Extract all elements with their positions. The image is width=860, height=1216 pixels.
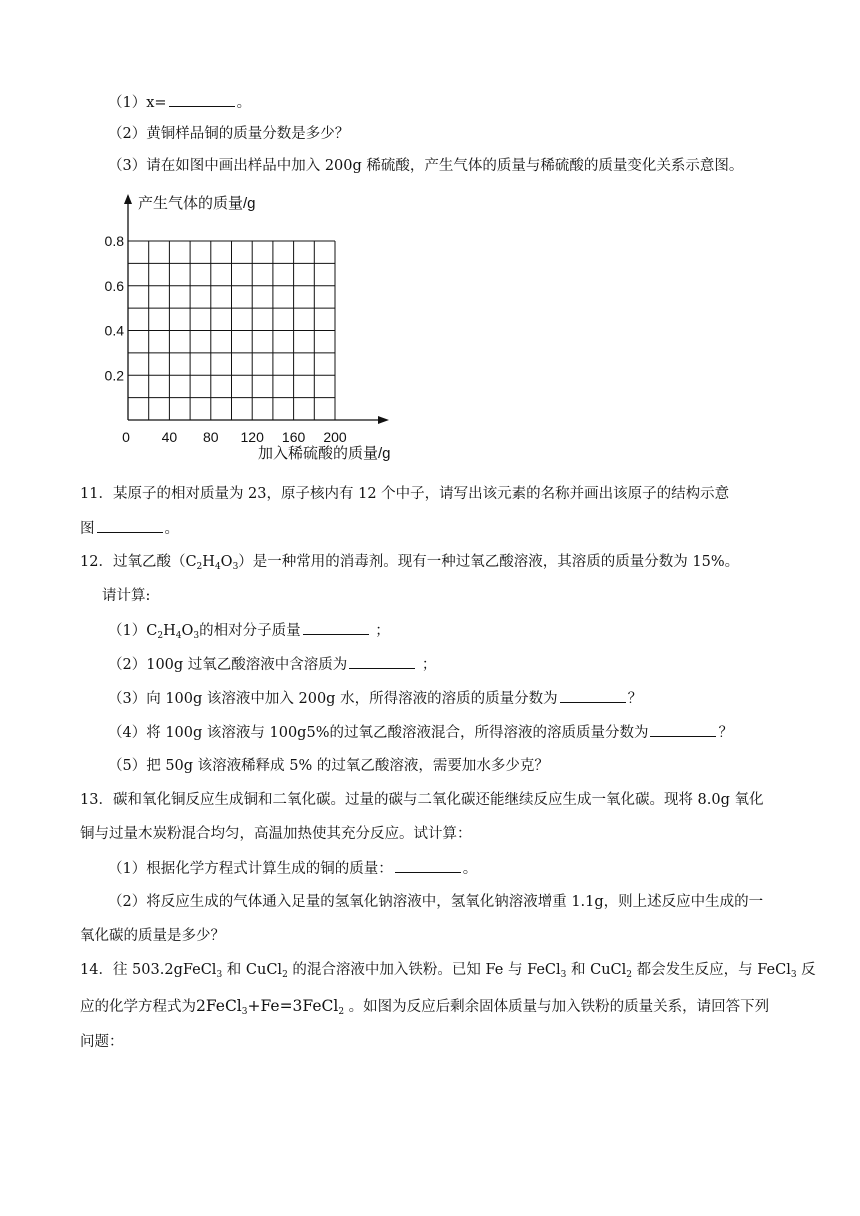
q12-part1: $(1)C_2H_4O_3$的相对分子质量 ； — [108, 620, 390, 641]
x-tick-label: 40 — [161, 429, 178, 445]
q10-part3: （3）请在如图中画出样品中加入 200g 稀硫酸，产生气体的质量与稀硫酸的质量变化关系示意图。 — [108, 158, 744, 174]
chemical-equation: 2FeCl$_3$+Fe=3FeCl$_2$ — [196, 997, 345, 1017]
q13-part1: （1）根据化学方程式计算生成的铜的质量： 。 — [108, 858, 477, 879]
answer-blank[interactable] — [650, 722, 716, 737]
x-tick-label: 0 — [122, 429, 130, 445]
answer-blank[interactable] — [560, 688, 626, 703]
q12-stem: 12．过氧乙酸$(C_2H_4O_3)$是一种常用的消毒剂。现有一种过氧乙酸溶液，其溶质的质量分数为 15%。 — [80, 554, 740, 572]
answer-blank[interactable] — [169, 92, 235, 107]
q14-line1: 14．往 503.2gFeCl$_3$ 和 CuCl$_2$ 的混合溶液中加入铁粉。已知 Fe 与 FeCl$_3$ 和 CuCl$_2$ 都会发生反应，与 FeCl$_3$ 反 — [80, 962, 816, 980]
x-axis-arrow — [378, 416, 389, 424]
q12-part5: （5）把 50g 该溶液稀释成 5% 的过氧乙酸溶液，需要加水多少克？ — [108, 758, 549, 774]
q12-part3: （3）向 100g 该溶液中加入 200g 水，所得溶液的溶质的质量分数为 ？ — [108, 688, 642, 709]
answer-blank[interactable] — [349, 654, 415, 669]
x-tick-label: 160 — [281, 429, 306, 445]
gas-mass-chart — [100, 186, 420, 470]
q13-line2: 铜与过量木炭粉混合均匀，高温加热使其充分反应。试计算： — [80, 826, 472, 842]
q14-line2: 应的化学方程式为2FeCl$_3$+Fe=3FeCl$_2$ 。如图为反应后剩余固体质量与加入铁粉的质量关系，请回答下列 — [80, 997, 770, 1017]
answer-blank[interactable] — [303, 620, 369, 635]
answer-blank[interactable] — [97, 518, 163, 533]
y-tick-label: 0.8 — [104, 233, 124, 249]
q12-ask: 请计算: — [102, 588, 151, 604]
y-tick-label: 0.4 — [104, 322, 124, 339]
q12-part4: （4）将 100g 该溶液与 100g5%的过氧乙酸溶液混合，所得溶液的溶质质量分数为 ？ — [108, 722, 733, 743]
q13-part2-line2: 氧化碳的质量是多少？ — [80, 928, 225, 944]
chart-ticks — [105, 233, 347, 445]
q11-line2: 图 。 — [80, 518, 179, 539]
y-tick-label: 0.2 — [104, 367, 124, 384]
chart-grid — [128, 241, 335, 420]
q14-line3: 问题： — [80, 1034, 124, 1050]
q11-line1: 11．某原子的相对质量为 23，原子核内有 12 个中子，请写出该元素的名称并画出该原子的结构示意 — [80, 486, 730, 502]
q13-line1: 13．碳和氧化铜反应生成铜和二氧化碳。过量的碳与二氧化碳还能继续反应生成一氧化碳。现将 8.0g 氧化 — [80, 792, 764, 808]
q10-part1: （1）x= 。 — [108, 92, 251, 113]
y-axis-arrow — [124, 194, 132, 204]
q10-part2: （2）黄铜样品铜的质量分数是多少？ — [108, 126, 350, 142]
x-axis-label: 加入稀硫酸的质量/g — [258, 445, 391, 462]
y-tick-label: 0.6 — [104, 277, 124, 294]
x-tick-label: 200 — [323, 429, 347, 445]
x-tick-label: 80 — [203, 429, 219, 445]
q12-part2: （2）100g 过氧乙酸溶液中含溶质为 ； — [108, 654, 436, 675]
chart-axes — [124, 194, 389, 424]
answer-blank[interactable] — [395, 858, 461, 873]
x-tick-label: 120 — [240, 429, 264, 445]
q13-part2-line1: （2）将反应生成的气体通入足量的氢氧化钠溶液中，氢氧化钠溶液增重 1.1g，则上述反应中生成的一 — [108, 894, 764, 910]
y-axis-label: 产生气体的质量/g — [138, 195, 256, 212]
